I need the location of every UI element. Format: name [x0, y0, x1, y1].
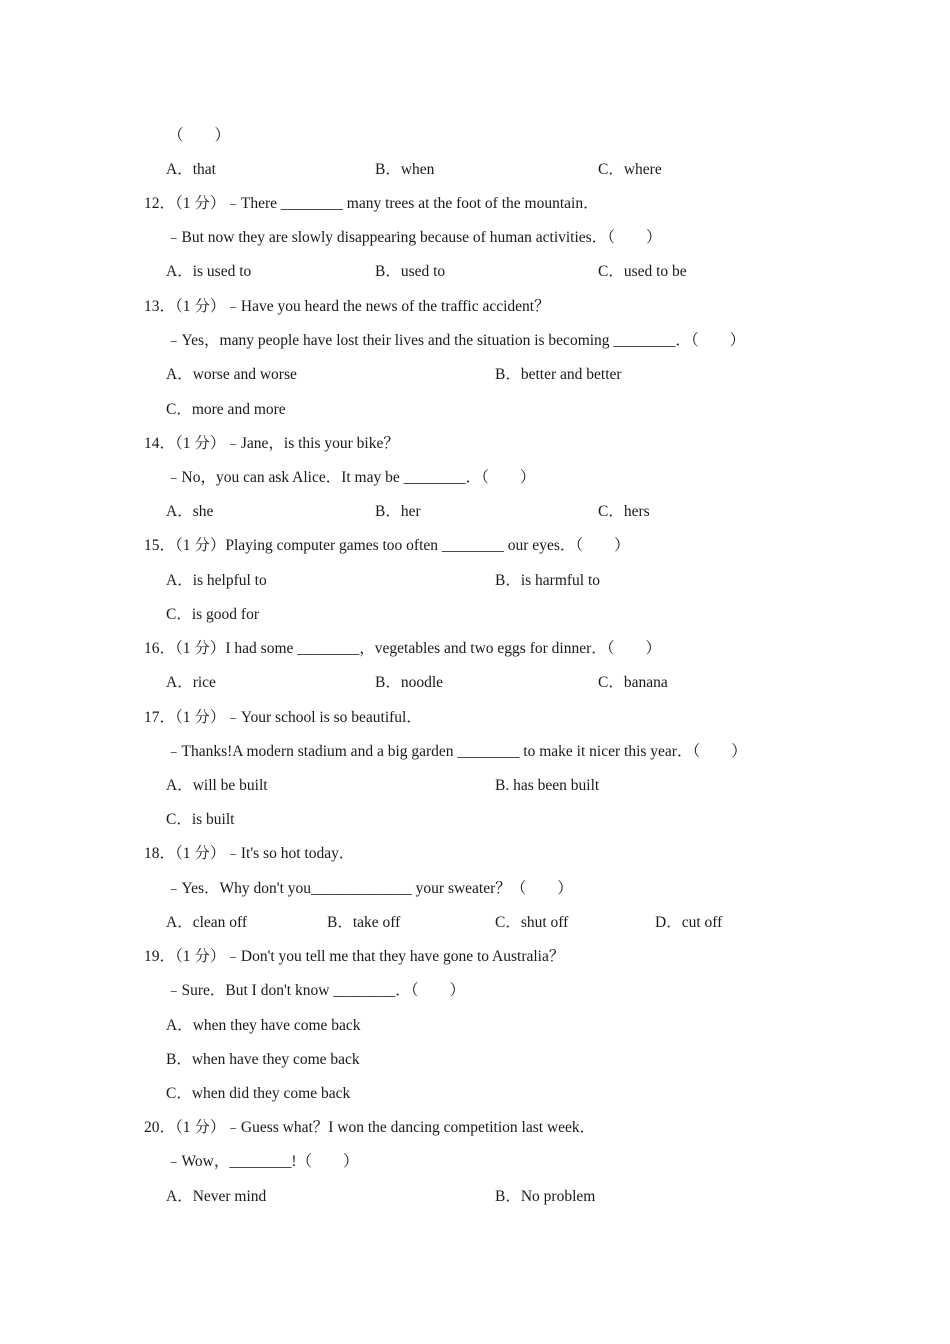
q16-option-a: A．rice	[166, 674, 216, 691]
question-12-line2: ﹣But now they are slowly disappearing because of human activities．（ ）	[166, 229, 662, 246]
question-15: 15．（1 分）Playing computer games too often ________ our eyes．（ ）	[144, 537, 630, 554]
q17-option-c: C．is built	[166, 811, 235, 828]
q20-option-b: B．No problem	[495, 1188, 596, 1205]
question-18: 18．（1 分）﹣It's so hot today．	[144, 845, 355, 862]
q19-option-b: B．when have they come back	[166, 1051, 360, 1068]
q13-option-b: B．better and better	[495, 366, 622, 383]
q12-option-c: C．used to be	[598, 263, 687, 280]
question-14-line2: ﹣No，you can ask Alice．It may be ________．（ ）	[166, 469, 536, 486]
q16-option-c: C．banana	[598, 674, 668, 691]
question-18-line2: ﹣Yes．Why don't you_____________ your sweater？（ ）	[166, 880, 573, 897]
question-14: 14．（1 分）﹣Jane，is this your bike？	[144, 435, 399, 452]
q15-option-a: A．is helpful to	[166, 572, 267, 589]
q18-option-b: B．take off	[327, 914, 401, 931]
q12-option-a: A．is used to	[166, 263, 252, 280]
q18-option-d: D．cut off	[655, 914, 723, 931]
q13-option-c: C．more and more	[166, 401, 286, 418]
q17-option-b: B. has been built	[495, 777, 600, 794]
question-16: 16．（1 分）I had some ________，vegetables and two eggs for dinner．（ ）	[144, 640, 662, 657]
q16-option-b: B．noodle	[375, 674, 444, 691]
question-17-line2: ﹣Thanks!A modern stadium and a big garden ________ to make it nicer this year．（ ）	[166, 743, 747, 760]
question-19-line2: ﹣Sure．But I don't know ________．（ ）	[166, 982, 466, 999]
q15-option-c: C．is good for	[166, 606, 260, 623]
q14-option-a: A．she	[166, 503, 214, 520]
q14-option-c: C．hers	[598, 503, 650, 520]
question-17: 17．（1 分）﹣Your school is so beautiful．	[144, 709, 422, 726]
q14-option-b: B．her	[375, 503, 421, 520]
option-b: B．when	[375, 161, 435, 178]
question-13: 13．（1 分）﹣Have you heard the news of the traffic accident？	[144, 298, 550, 315]
q19-option-a: A．when they have come back	[166, 1017, 361, 1034]
q15-option-b: B．is harmful to	[495, 572, 601, 589]
q17-option-a: A．will be built	[166, 777, 268, 794]
question-19: 19．（1 分）﹣Don't you tell me that they have gone to Australia？	[144, 948, 565, 965]
q13-option-a: A．worse and worse	[166, 366, 297, 383]
q12-option-b: B．used to	[375, 263, 446, 280]
question-12: 12．（1 分）﹣There ________ many trees at the foot of the mountain．	[144, 195, 599, 212]
question-13-line2: ﹣Yes，many people have lost their lives and the situation is becoming ________．（ ）	[166, 332, 746, 349]
answer-bracket-line: （ ）	[168, 127, 231, 144]
question-20-line2: ﹣Wow，________!（ ）	[166, 1153, 359, 1170]
option-a: A．that	[166, 161, 216, 178]
q18-option-a: A．clean off	[166, 914, 248, 931]
q19-option-c: C．when did they come back	[166, 1085, 351, 1102]
q20-option-a: A．Never mind	[166, 1188, 267, 1205]
question-20: 20．（1 分）﹣Guess what？I won the dancing competition last week．	[144, 1119, 596, 1136]
q18-option-c: C．shut off	[495, 914, 569, 931]
option-c: C．where	[598, 161, 662, 178]
